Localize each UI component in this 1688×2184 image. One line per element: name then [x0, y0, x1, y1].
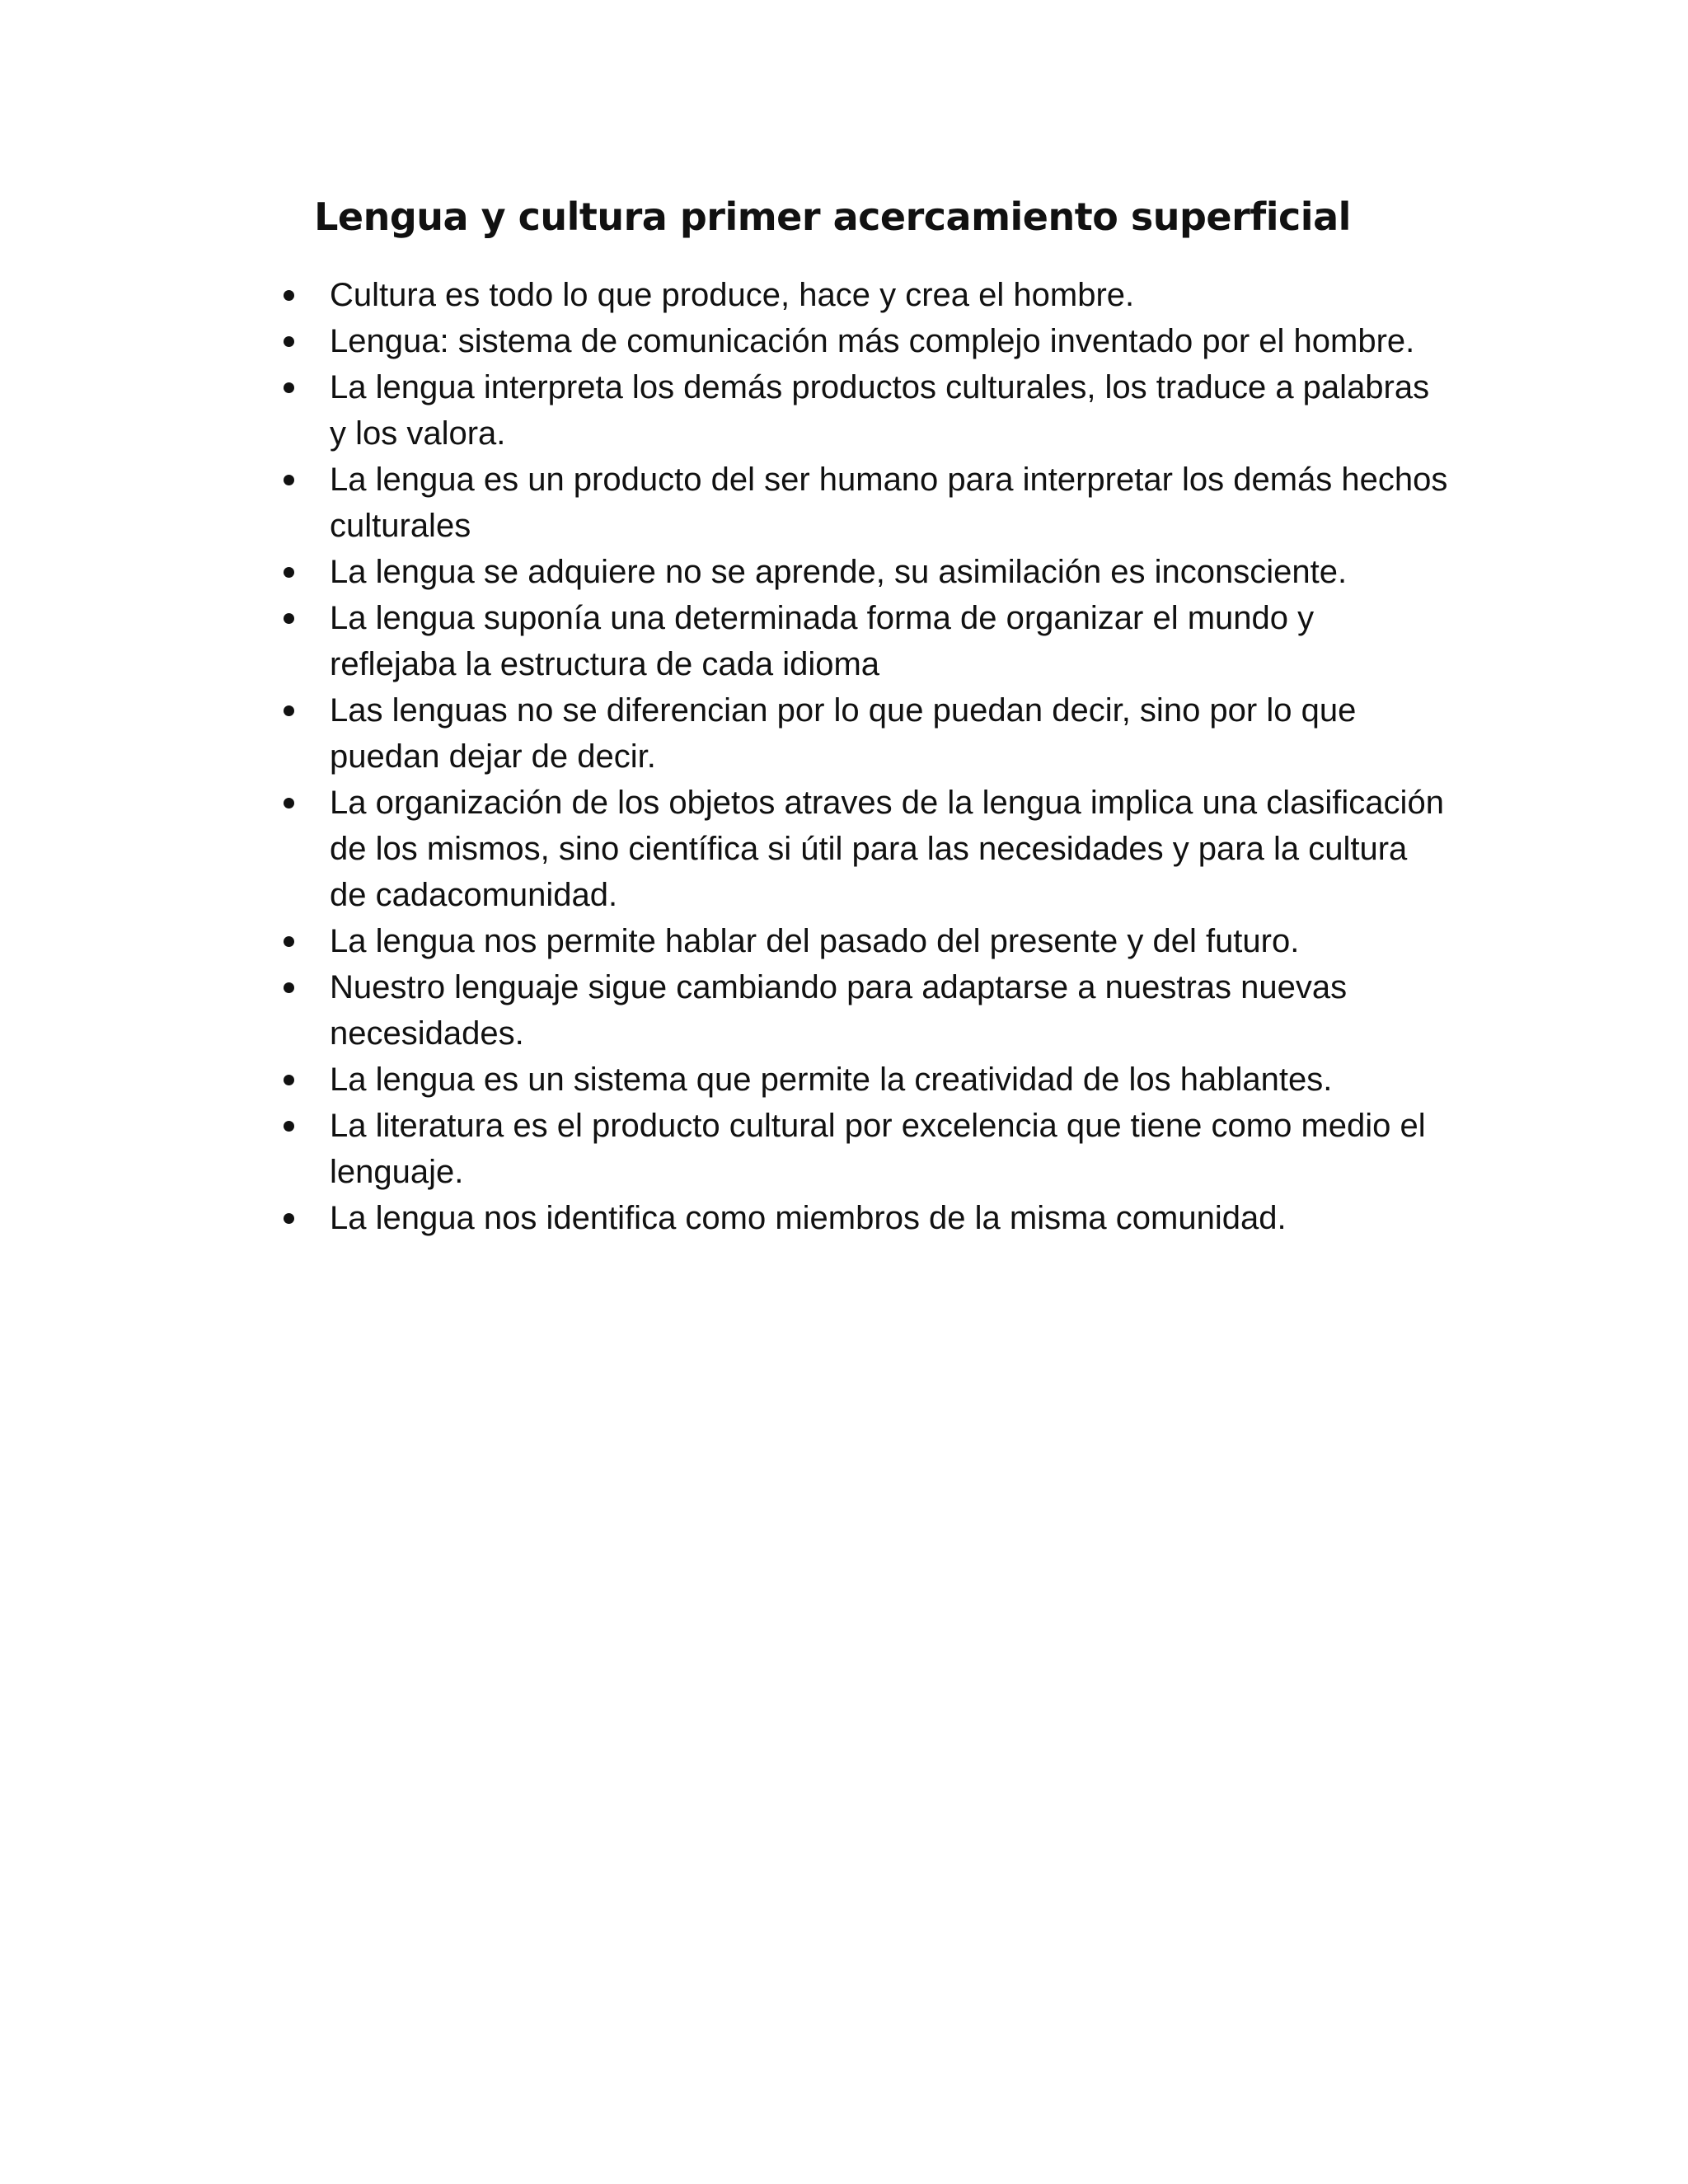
- page-title: Lengua y cultura primer acercamiento superficial: [314, 194, 1351, 239]
- bullet-list: [279, 272, 1449, 1241]
- list-item: [279, 595, 1449, 687]
- list-item-text: La lengua nos permite hablar del pasado del presente y del futuro.: [330, 923, 1300, 959]
- list-item-text: La lengua es un producto del ser humano para interpretar los demás hechos culturales: [330, 462, 1448, 544]
- list-item-text: Nuestro lenguaje sigue cambiando para adaptarse a nuestras nuevas necesidades.: [330, 969, 1348, 1052]
- list-item: [279, 687, 1449, 780]
- bullet-icon: [284, 475, 294, 485]
- bullet-icon: [284, 613, 294, 624]
- list-item-text: La lengua es un sistema que permite la creatividad de los hablantes.: [330, 1062, 1333, 1098]
- list-item-text: La lengua nos identifica como miembros de la misma comunidad.: [330, 1200, 1287, 1236]
- list-item-text: La lengua interpreta los demás productos culturales, los traduce a palabras y los valora.: [330, 369, 1430, 452]
- bullet-icon: [284, 382, 294, 393]
- bullet-icon: [284, 336, 294, 347]
- bullet-icon: [284, 982, 294, 993]
- list-item: [279, 964, 1449, 1057]
- list-item-text: La organización de los objetos atraves de la lengua implica una clasificación de los mismos, sino científica si útil para las necesidades y para la cultura de cadacomunidad.: [330, 785, 1444, 913]
- list-item: [279, 1195, 1449, 1241]
- list-item: [279, 1103, 1449, 1195]
- bullet-icon: [284, 1075, 294, 1085]
- bullet-icon: [284, 936, 294, 947]
- list-item-text: La lengua suponía una determinada forma de organizar el mundo y reflejaba la estructura de cada idioma: [330, 600, 1315, 682]
- list-item: [279, 318, 1449, 364]
- bullet-icon: [284, 1213, 294, 1224]
- list-item-text: Lengua: sistema de comunicación más complejo inventado por el hombre.: [330, 323, 1415, 359]
- bullet-icon: [284, 290, 294, 301]
- bullet-icon: [284, 798, 294, 808]
- bullet-icon: [284, 567, 294, 578]
- bullet-icon: [284, 1121, 294, 1132]
- list-item: [279, 457, 1449, 549]
- list-item-text: Las lenguas no se diferencian por lo que puedan decir, sino por lo que puedan dejar de decir.: [330, 692, 1357, 775]
- list-item: [279, 780, 1449, 918]
- list-item: [279, 549, 1449, 595]
- list-item: [279, 364, 1449, 457]
- list-item: [279, 272, 1449, 318]
- bullet-icon: [284, 705, 294, 716]
- list-item: [279, 1057, 1449, 1103]
- list-item-text: La lengua se adquiere no se aprende, su asimilación es inconsciente.: [330, 554, 1348, 590]
- list-item: [279, 918, 1449, 964]
- list-item-text: La literatura es el producto cultural por excelencia que tiene como medio el lenguaje.: [330, 1108, 1426, 1190]
- list-item-text: Cultura es todo lo que produce, hace y crea el hombre.: [330, 277, 1135, 313]
